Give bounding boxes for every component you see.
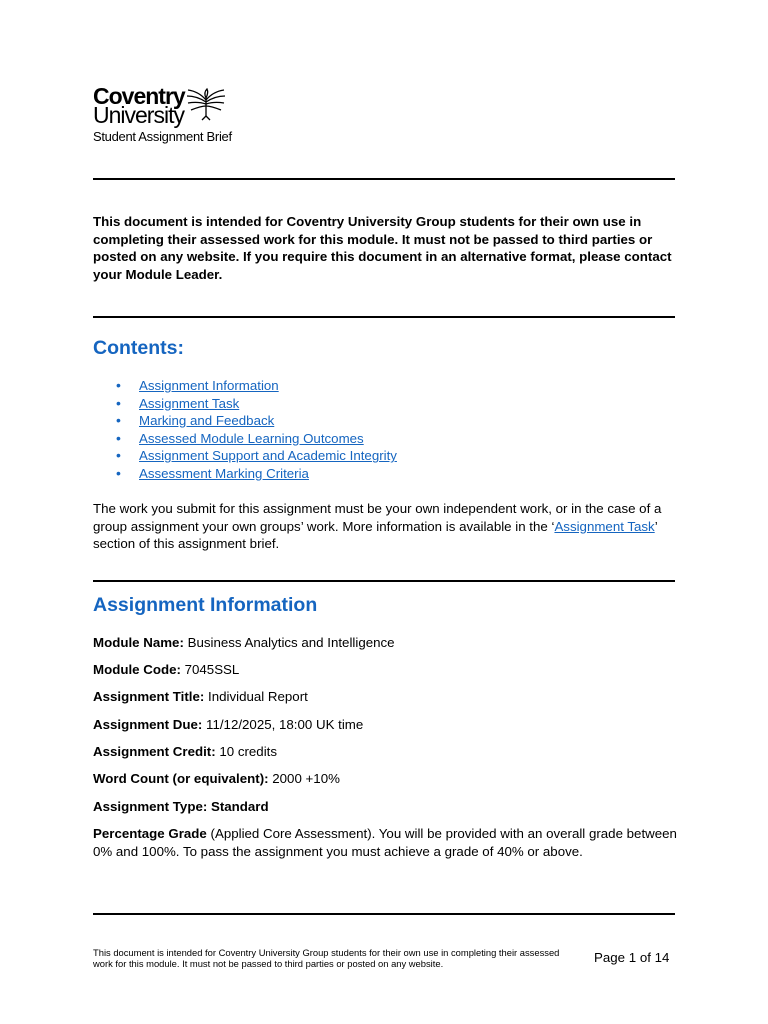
- word-count-label: Word Count (or equivalent):: [93, 771, 269, 786]
- toc-link-marking-feedback[interactable]: Marking and Feedback: [139, 413, 275, 429]
- module-name-label: Module Name:: [93, 635, 184, 650]
- percentage-grade-text: (Applied Core Assessment). You will be provided with an overall grade between 0% and 100%. To pass the assignment you must achieve a grade of 40% or above.: [93, 826, 677, 859]
- word-count-value: 2000 +10%: [272, 771, 340, 786]
- contents-heading: Contents:: [93, 337, 184, 359]
- list-item: [116, 412, 397, 430]
- list-item: [116, 377, 397, 395]
- brief-label: Student Assignment Brief: [93, 129, 232, 144]
- divider: [93, 316, 675, 318]
- module-code-label: Module Code:: [93, 662, 181, 677]
- phoenix-icon: [185, 86, 227, 122]
- toc-link-marking-criteria[interactable]: Assessment Marking Criteria: [139, 465, 309, 481]
- note-text-before: The work you submit for this assignment must be your own independent work, or in the case of a group assignment your own groups’ work. More information is available in the ‘: [93, 501, 662, 534]
- university-logo: [93, 83, 185, 128]
- bullet-icon: •: [116, 394, 121, 411]
- assignment-title-field: [93, 688, 683, 706]
- divider: [93, 178, 675, 180]
- assignment-credit-value: 10 credits: [219, 744, 277, 759]
- logo-line1: Coventry: [93, 83, 185, 109]
- bullet-icon: •: [116, 464, 121, 481]
- assignment-title-label: Assignment Title:: [93, 689, 205, 704]
- toc-link-support-integrity[interactable]: Assignment Support and Academic Integrity: [139, 448, 397, 464]
- independent-work-note: [93, 500, 683, 553]
- toc-link-assignment-task[interactable]: Assignment Task: [139, 395, 240, 411]
- contents-list: [116, 377, 397, 483]
- module-name-value: Business Analytics and Intelligence: [187, 635, 395, 650]
- toc-link-learning-outcomes[interactable]: Assessed Module Learning Outcomes: [139, 430, 364, 446]
- assignment-due-field: [93, 716, 683, 734]
- divider: [93, 580, 675, 582]
- list-item: [116, 430, 397, 448]
- assignment-type-field: [93, 798, 683, 816]
- assignment-task-link[interactable]: Assignment Task: [554, 518, 655, 534]
- module-code-field: [93, 661, 683, 679]
- assignment-due-label: Assignment Due:: [93, 717, 203, 732]
- page-number: Page 1 of 14: [594, 950, 670, 965]
- module-name-field: [93, 634, 683, 652]
- logo-line2: University: [93, 102, 184, 128]
- list-item: [116, 465, 397, 483]
- assignment-title-value: Individual Report: [208, 689, 308, 704]
- assignment-type-label: Assignment Type: Standard: [93, 799, 269, 814]
- bullet-icon: •: [116, 377, 121, 393]
- footer-divider: [93, 913, 675, 915]
- assignment-credit-field: [93, 743, 683, 761]
- word-count-field: [93, 770, 683, 788]
- list-item: [116, 447, 397, 465]
- bullet-icon: •: [116, 429, 121, 446]
- disclaimer-text: This document is intended for Coventry University Group students for their own use in completing their assessed work for this module. It must not be passed to third parties or posted on any website. If you require this document in an alternative format, please contact your Module Leader.: [93, 214, 672, 282]
- toc-link-assignment-information[interactable]: Assignment Information: [139, 378, 279, 393]
- assignment-information-heading: Assignment Information: [93, 594, 318, 616]
- list-item: [116, 395, 397, 413]
- footer-disclaimer: This document is intended for Coventry University Group students for their own use in completing their assessed work for this module. It must not be passed to third parties or posted on any website.: [93, 947, 560, 969]
- percentage-grade-label: Percentage Grade: [93, 826, 207, 841]
- percentage-grade-field: [93, 825, 683, 860]
- note-text-after: ’ section of this assignment brief.: [93, 518, 658, 552]
- bullet-icon: •: [116, 447, 121, 464]
- bullet-icon: •: [116, 412, 121, 429]
- module-code-value: 7045SSL: [184, 662, 240, 677]
- assignment-due-value: 11/12/2025, 18:00 UK time: [206, 717, 364, 732]
- assignment-credit-label: Assignment Credit:: [93, 744, 216, 759]
